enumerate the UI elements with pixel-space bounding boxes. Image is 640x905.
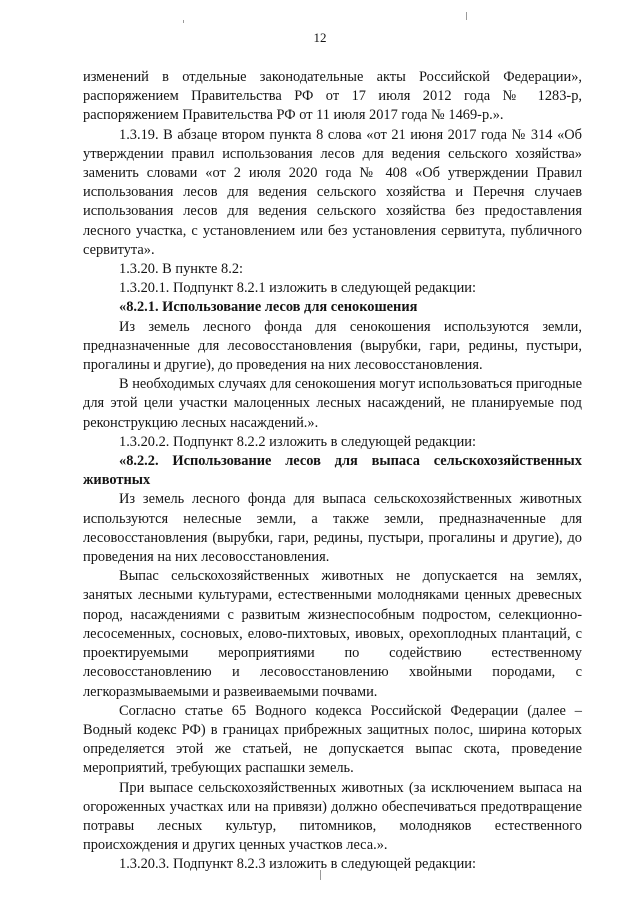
heading-8-2-2: «8.2.2. Использование лесов для выпаса сельскохозяйственных животных [83, 453, 582, 489]
paragraph-1-3-20-3: 1.3.20.3. Подпункт 8.2.3 изложить в следующей редакции: [119, 856, 477, 873]
paragraph-1-3-19: 1.3.19. В абзаце втором пункта 8 слова «от 21 июня 2017 года № 314 «Об утверждении правил использования лесов для ведения сельского хозяйства» заменить словами «от 2 июля 2020 года № 408 «Об утверждении Правил использования лесов для ведения сельского хозяйства и Перечня случаев использования лесов для ведения сельского хозяйства без предоставления лесного участка, с установлением или без установления сервитута, публичного сервитута». [83, 126, 582, 258]
paragraph-haymaking-cases: В необходимых случаях для сенокошения могут использоваться пригодные для этой цели участки малоценных лесных насаждений, не планируемые под реконструкцию лесных насаждений.». [83, 376, 582, 431]
paragraph-grazing-lands: Из земель лесного фонда для выпаса сельскохозяйственных животных используются нелесные земли, а также земли, предназначенные для лесовосстановления (вырубки, гари, редины, пустыри, прогалины и другие), до проведения на них лесовосстановления. [83, 491, 582, 566]
paragraph-1-3-20: 1.3.20. В пункте 8.2: [119, 261, 244, 278]
page-number: 12 [313, 30, 327, 45]
paragraph-grazing-prohibited: Выпас сельскохозяйственных животных не допускается на землях, занятых лесными культурами, естественными молодняками ценных древесных пород, насаждениями с развитым жизнеспособным подростом, селекционно-лесосеменных, сосновых, елово-пихтовых, ивовых, орехоплодных плантаций, с проектируемыми мероприятиями по содействию естественному лесовосстановлению и лесовосстановлению хвойными породами, с легкоразмываемыми и развеиваемыми почвами. [83, 568, 582, 700]
heading-8-2-1: «8.2.1. Использование лесов для сенокошения [119, 299, 418, 316]
document-body [83, 68, 582, 875]
paragraph-1-3-20-2: 1.3.20.2. Подпункт 8.2.2 изложить в следующей редакции: [119, 433, 477, 450]
paragraph-grazing-protection: При выпасе сельскохозяйственных животных (за исключением выпаса на огороженных участках или на привязи) должно обеспечиваться предотвращение потравы лесных культур, питомников, молодняков естественного происхождения и других ценных участков леса.». [83, 779, 582, 854]
paragraph-water-code: Согласно статье 65 Водного кодекса Российской Федерации (далее – Водный кодекс РФ) в границах прибрежных защитных полос, ширина которых определяется этой же статьей, не допускается выпас скота, проведение мероприятий, требующих распашки земель. [83, 702, 582, 777]
paragraph-haymaking-lands: Из земель лесного фонда для сенокошения используются земли, предназначенные для лесовосстановления (вырубки, гари, редины, пустыри, прогалины и другие), до проведения на них лесовосстановления. [83, 318, 582, 374]
paragraph-1: изменений в отдельные законодательные акты Российской Федерации», распоряжением Правительства РФ от 17 июля 2012 года № 1283-р, распоряжением Правительства РФ от 11 июля 2017 года № 1469-р.». [83, 69, 582, 124]
paragraph-1-3-20-1: 1.3.20.1. Подпункт 8.2.1 изложить в следующей редакции: [119, 280, 477, 297]
